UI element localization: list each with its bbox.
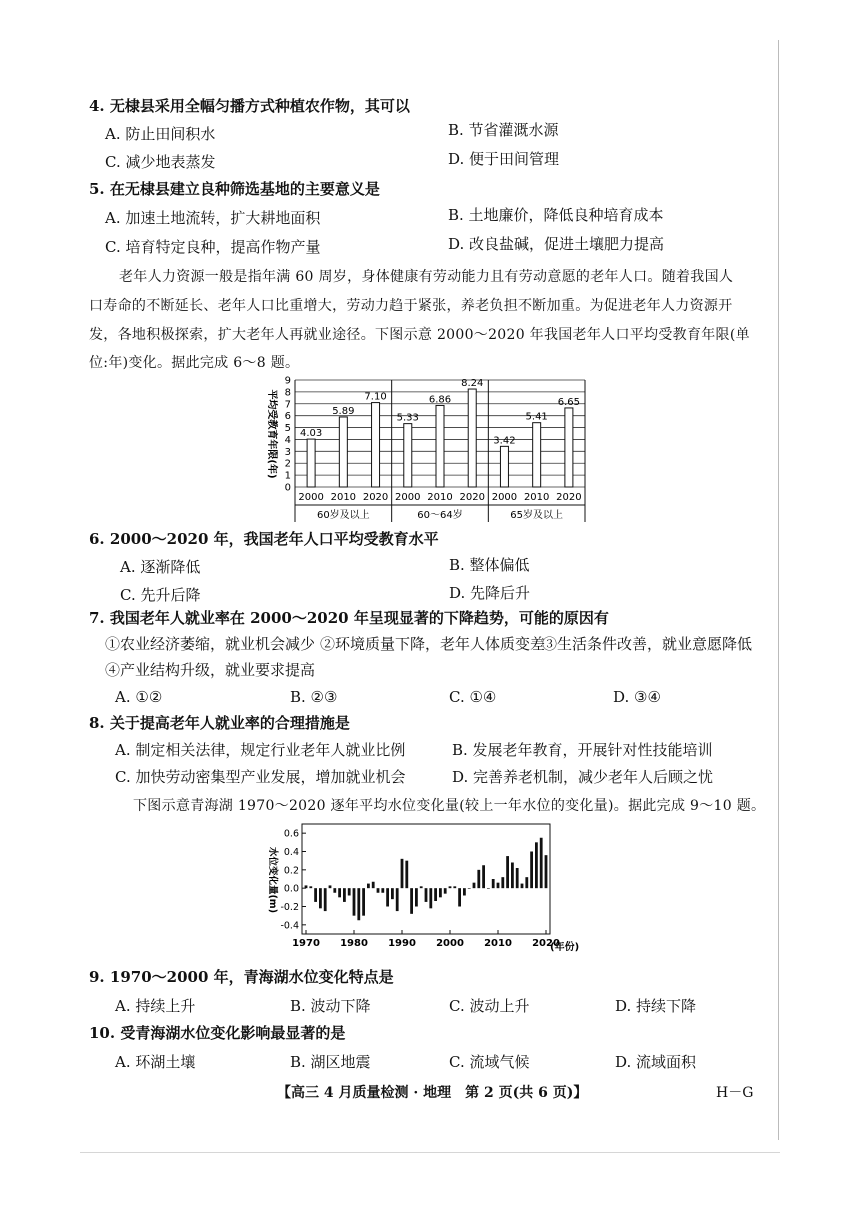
water-chart-xtick: 2020	[532, 938, 560, 949]
water-chart-bar	[535, 842, 538, 888]
education-chart-bar	[500, 446, 508, 487]
education-chart-ytick: 2	[284, 458, 291, 470]
page-footer: 【高三 4 月质量检测 · 地理 第 2 页(共 6 页)】	[277, 1085, 588, 1101]
water-chart-bar	[501, 877, 504, 888]
water-chart-bar	[329, 885, 332, 888]
water-chart-bar	[381, 888, 384, 893]
q4-option-a: A. 防止田间积水	[105, 125, 216, 143]
education-chart-data-label: 4.03	[299, 428, 323, 440]
q9-stem: 9. 1970～2000 年，青海湖水位变化特点是	[89, 968, 394, 986]
q9-option-c: C. 波动上升	[449, 997, 530, 1015]
water-chart-xlabel: (年份)	[550, 942, 580, 953]
education-chart-data-label: 5.33	[396, 412, 419, 424]
water-chart-bar	[420, 886, 423, 888]
q10-option-c: C. 流域气候	[449, 1053, 530, 1071]
education-chart-data-label: 3.42	[493, 435, 516, 447]
education-chart-ytick: 7	[284, 399, 291, 411]
water-chart-bar	[530, 852, 533, 889]
passage1-line-1: 老年人力资源一般是指年满 60 周岁，身体健康有劳动能力且有劳动意愿的老年人口。随着我国人	[119, 269, 734, 285]
water-chart-xtick: 2000	[436, 938, 464, 949]
water-chart-bar	[377, 888, 380, 893]
education-chart-data-label: 5.89	[332, 405, 355, 417]
q7-stem: 7. 我国老年人就业率在 2000～2020 年呈现显著的下降趋势，可能的原因有	[89, 609, 609, 627]
q7-option-d: D. ③④	[613, 688, 661, 706]
water-chart-bar	[492, 879, 495, 888]
q4-option-d: D. 便于田间管理	[448, 150, 560, 168]
q10-stem: 10. 受青海湖水位变化影响最显著的是	[89, 1024, 346, 1042]
water-chart-bar	[405, 861, 408, 889]
education-chart-xtick: 2010	[330, 492, 357, 503]
q9-option-b: B. 波动下降	[290, 997, 371, 1015]
education-chart-ylabel: 平均受教育年限(年)	[266, 389, 277, 479]
water-chart-xtick: 1970	[292, 938, 320, 949]
water-chart-bar	[439, 888, 442, 897]
education-chart-xtick: 2020	[459, 492, 485, 503]
water-chart-bar	[545, 855, 548, 888]
q5-stem: 5. 在无棣县建立良种筛选基地的主要意义是	[89, 180, 380, 198]
q7-option-a: A. ①②	[115, 688, 163, 706]
water-chart-bar	[415, 888, 418, 906]
water-chart-bar	[425, 888, 428, 902]
education-chart-ytick: 5	[284, 423, 291, 435]
water-chart-bar	[362, 888, 365, 916]
water-chart-bar	[458, 888, 461, 906]
education-chart-bar	[372, 403, 380, 487]
q5-option-c: C. 培育特定良种，提高作物产量	[105, 238, 321, 256]
water-chart-bar	[463, 888, 466, 895]
education-chart-xtick: 2000	[298, 492, 324, 503]
q6-option-a: A. 逐渐降低	[120, 558, 201, 576]
education-chart-ytick: 3	[284, 446, 291, 458]
q7-statement-1: ①农业经济萎缩，就业机会减少	[105, 635, 316, 653]
passage1-line-4: 位:年)变化。据此完成 6～8 题。	[89, 355, 300, 371]
water-chart-ytick: 0.4	[283, 847, 299, 858]
water-chart-ytick: 0.6	[283, 828, 299, 840]
water-chart-bar	[449, 886, 452, 888]
q5-option-b: B. 土地廉价，降低良种培育成本	[448, 206, 664, 224]
q7-option-b: B. ②③	[290, 688, 338, 706]
water-chart-bar	[353, 888, 356, 916]
water-chart-bar	[540, 838, 543, 888]
water-chart-bar	[386, 888, 389, 906]
q6-option-b: B. 整体偏低	[449, 556, 530, 574]
page-edge-line	[778, 40, 779, 1140]
education-chart-data-label: 6.65	[557, 396, 581, 408]
water-chart-ytick: -0.2	[280, 902, 299, 913]
education-chart-group-label: 60～64岁	[417, 510, 463, 521]
q9-option-d: D. 持续下降	[615, 997, 697, 1015]
education-years-chart	[255, 372, 595, 522]
q8-option-d: D. 完善养老机制，减少老年人后顾之忧	[452, 768, 714, 786]
water-chart-bar	[319, 888, 322, 908]
education-chart-xtick: 2000	[395, 492, 421, 503]
water-chart-bar	[521, 884, 524, 889]
q8-option-b: B. 发展老年教育，开展针对性技能培训	[452, 741, 713, 759]
education-chart-bar	[404, 424, 412, 487]
education-chart-xtick: 2010	[523, 492, 550, 503]
water-chart-ytick: 0.2	[283, 865, 299, 877]
education-chart-ytick: 9	[284, 375, 291, 387]
water-chart-bar	[506, 856, 509, 888]
q6-option-d: D. 先降后升	[449, 584, 531, 602]
education-chart-data-label: 5.41	[525, 411, 548, 423]
water-chart-bar	[497, 883, 500, 889]
water-chart-ytick: 0.0	[283, 883, 299, 895]
q8-stem: 8. 关于提高老年人就业率的合理措施是	[89, 714, 350, 732]
water-chart-bar	[434, 888, 437, 901]
education-chart-ytick: 0	[284, 482, 291, 494]
education-chart-bar	[307, 439, 315, 487]
education-chart-xtick: 2020	[362, 492, 389, 503]
water-chart-bar	[348, 888, 351, 895]
education-chart-group-label: 65岁及以上	[510, 510, 564, 521]
q7-option-c: C. ①④	[449, 688, 497, 706]
q4-option-b: B. 节省灌溉水源	[448, 121, 559, 139]
q7-statement-2: ②环境质量下降，老年人体质变差	[320, 635, 546, 653]
passage2: 下图示意青海湖 1970～2020 逐年平均水位变化量(较上一年水位的变化量)。据此完成 9～10 题。	[133, 798, 766, 814]
q8-option-a: A. 制定相关法律，规定行业老年人就业比例	[115, 741, 406, 759]
water-chart-bar	[367, 884, 370, 889]
water-chart-bar	[410, 888, 413, 914]
water-chart-bar	[396, 888, 399, 911]
water-chart-bar	[477, 870, 480, 888]
water-chart-bar	[338, 888, 341, 897]
education-chart-ytick: 4	[284, 434, 291, 446]
q8-option-c: C. 加快劳动密集型产业发展，增加就业机会	[115, 768, 406, 786]
water-chart-bar	[401, 859, 404, 888]
education-chart-ytick: 1	[284, 470, 291, 482]
education-chart-ytick: 6	[284, 411, 291, 423]
water-chart-bar	[324, 888, 327, 911]
water-chart-bar	[473, 883, 476, 889]
q9-option-a: A. 持续上升	[115, 997, 196, 1015]
water-chart-ytick: -0.4	[280, 920, 299, 932]
water-chart-bar	[309, 886, 312, 888]
water-chart-bar	[453, 886, 456, 888]
passage1-line-3: 发，各地积极探索，扩大老年人再就业途径。下图示意 2000～2020 年我国老年人口平均受教育年限(单	[89, 327, 750, 343]
education-chart-bar	[565, 408, 573, 487]
q10-option-b: B. 湖区地震	[290, 1053, 371, 1071]
education-chart-xtick: 2000	[491, 492, 518, 503]
water-chart-bar	[372, 882, 375, 888]
water-chart-bar	[391, 888, 394, 899]
water-level-chart	[262, 820, 602, 956]
water-chart-bar	[525, 877, 528, 888]
water-chart-bar	[511, 863, 514, 889]
q7-statement-4: ④产业结构升级，就业要求提高	[105, 661, 316, 679]
q6-option-c: C. 先升后降	[120, 586, 201, 604]
water-chart-xtick: 1990	[388, 938, 416, 949]
q7-statement-3: ③生活条件改善，就业意愿降低	[542, 635, 753, 653]
education-chart-bar	[533, 423, 541, 487]
q10-option-d: D. 流域面积	[615, 1053, 697, 1071]
water-chart-bar	[482, 865, 485, 888]
water-chart-bar	[343, 888, 346, 902]
education-chart-bar	[339, 417, 347, 487]
water-chart-xtick: 1980	[340, 938, 368, 949]
education-chart-xtick: 2010	[427, 492, 453, 503]
water-chart-bar	[333, 888, 336, 893]
water-chart-bar	[487, 888, 490, 889]
q5-option-d: D. 改良盐碱，促进土壤肥力提高	[448, 235, 665, 253]
water-chart-bar	[516, 868, 519, 888]
education-chart-bar	[436, 405, 444, 487]
education-chart-data-label: 7.10	[364, 391, 387, 403]
water-chart-bar	[444, 888, 447, 894]
education-chart-data-label: 6.86	[428, 394, 452, 406]
education-chart-ytick: 8	[284, 387, 291, 399]
q5-option-a: A. 加速土地流转，扩大耕地面积	[105, 209, 321, 227]
education-chart-group-label: 60岁及以上	[316, 510, 370, 521]
q10-option-a: A. 环湖土壤	[115, 1053, 196, 1071]
water-chart-bar	[468, 888, 471, 889]
water-chart-bar	[429, 888, 432, 908]
education-chart-data-label: 8.24	[461, 378, 484, 390]
page-bottom-line	[80, 1152, 780, 1153]
water-chart-bar	[357, 888, 360, 920]
water-chart-bar	[314, 888, 317, 902]
education-chart-xtick: 2020	[556, 492, 582, 503]
paper-code: H－G	[716, 1085, 754, 1101]
water-chart-xtick: 2010	[484, 938, 512, 949]
q4-option-c: C. 减少地表蒸发	[105, 153, 216, 171]
water-chart-ylabel: 水位变化量(m)	[267, 846, 278, 914]
q4-stem: 4. 无棣县采用全幅匀播方式种植农作物，其可以	[89, 97, 410, 115]
passage1-line-2: 口寿命的不断延长、老年人口比重增大，劳动力趋于紧张，养老负担不断加重。为促进老年人力资源开	[89, 298, 733, 314]
q6-stem: 6. 2000～2020 年，我国老年人口平均受教育水平	[89, 530, 439, 548]
education-chart-bar	[468, 389, 476, 487]
